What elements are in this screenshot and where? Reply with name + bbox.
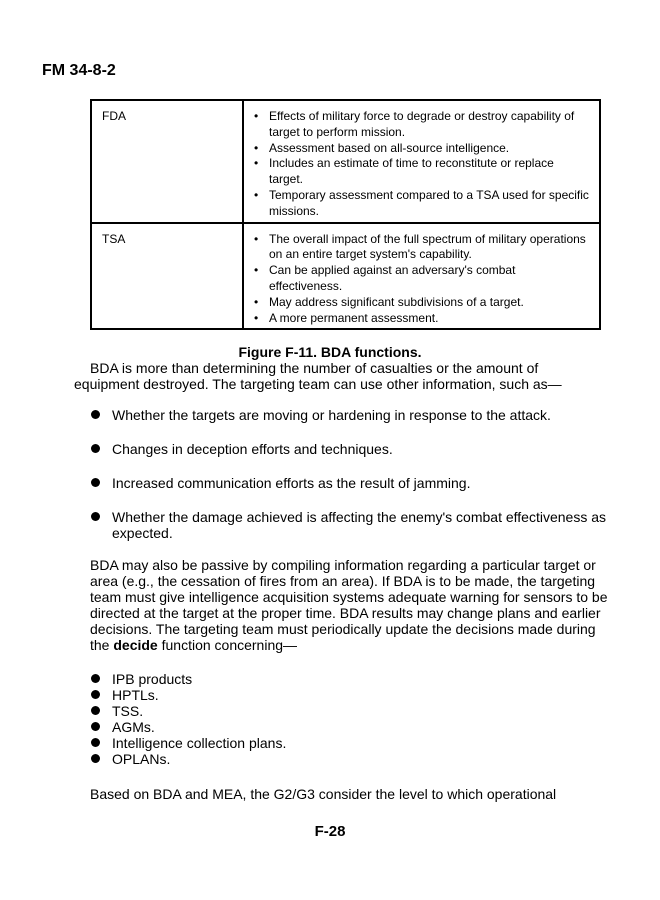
table-bullet: • A more permanent assessment. <box>254 311 589 327</box>
list-item: Whether the targets are moving or hardening in response to the attack. <box>90 407 610 423</box>
bda-functions-table <box>90 99 601 330</box>
paragraph-intro <box>74 360 614 392</box>
list-item: AGMs. <box>90 719 610 735</box>
document-id: FM 34-8-2 <box>42 62 116 79</box>
row-content-fda <box>243 100 600 223</box>
row-label-fda: FDA <box>91 100 243 223</box>
table-bullet: • Includes an estimate of time to reconstitute or replace target. <box>254 156 589 188</box>
list-item: Changes in deception efforts and techniques. <box>90 441 610 457</box>
emphasized-term: decide <box>113 637 158 653</box>
table-bullet: • Effects of military force to degrade or destroy capability of target to perform mission. <box>254 109 589 141</box>
other-information-list <box>90 407 610 559</box>
row-label-tsa: TSA <box>91 223 243 330</box>
paragraph-text: BDA may also be passive by compiling information regarding a particular target or area (e.g., the cessation of fires from an area). If BDA is to be made, the targeting team must give intelligence acquisition systems adequate warning for sensors to be directed at the target at the proper time. BDA results may change plans and earlier decisions. The targeting team must periodically update the decisions made during the <box>90 557 608 653</box>
paragraph-text: function concerning— <box>161 637 298 653</box>
figure-caption: Figure F-11. BDA functions. <box>238 344 422 360</box>
list-item: TSS. <box>90 703 610 719</box>
list-item: OPLANs. <box>90 751 610 767</box>
list-item: HPTLs. <box>90 687 610 703</box>
paragraph-passive-bda <box>90 557 610 653</box>
table-bullet: • Temporary assessment compared to a TSA used for specific missions. <box>254 188 589 220</box>
list-item: IPB products <box>90 671 610 687</box>
row-content-tsa <box>243 223 600 330</box>
list-item: Whether the damage achieved is affecting the enemy's combat effectiveness as expected. <box>90 509 610 541</box>
table-bullet: • Can be applied against an adversary's combat effectiveness. <box>254 263 589 295</box>
table-row-tsa <box>91 223 600 330</box>
table-bullet: • The overall impact of the full spectrum of military operations on an entire target system's capability. <box>254 232 589 264</box>
decide-function-list <box>90 671 610 767</box>
table-bullet: • May address significant subdivisions of a target. <box>254 295 589 311</box>
table-row-fda <box>91 100 600 223</box>
paragraph-line: equipment destroyed. The targeting team can use other information, such as— <box>74 376 562 392</box>
paragraph-conclusion: Based on BDA and MEA, the G2/G3 consider the level to which operational <box>90 786 557 802</box>
paragraph-line: BDA is more than determining the number of casualties or the amount of <box>90 360 539 376</box>
table-bullet: • Assessment based on all-source intelligence. <box>254 141 589 157</box>
page-number: F-28 <box>314 823 346 840</box>
list-item: Increased communication efforts as the result of jamming. <box>90 475 610 491</box>
list-item: Intelligence collection plans. <box>90 735 610 751</box>
